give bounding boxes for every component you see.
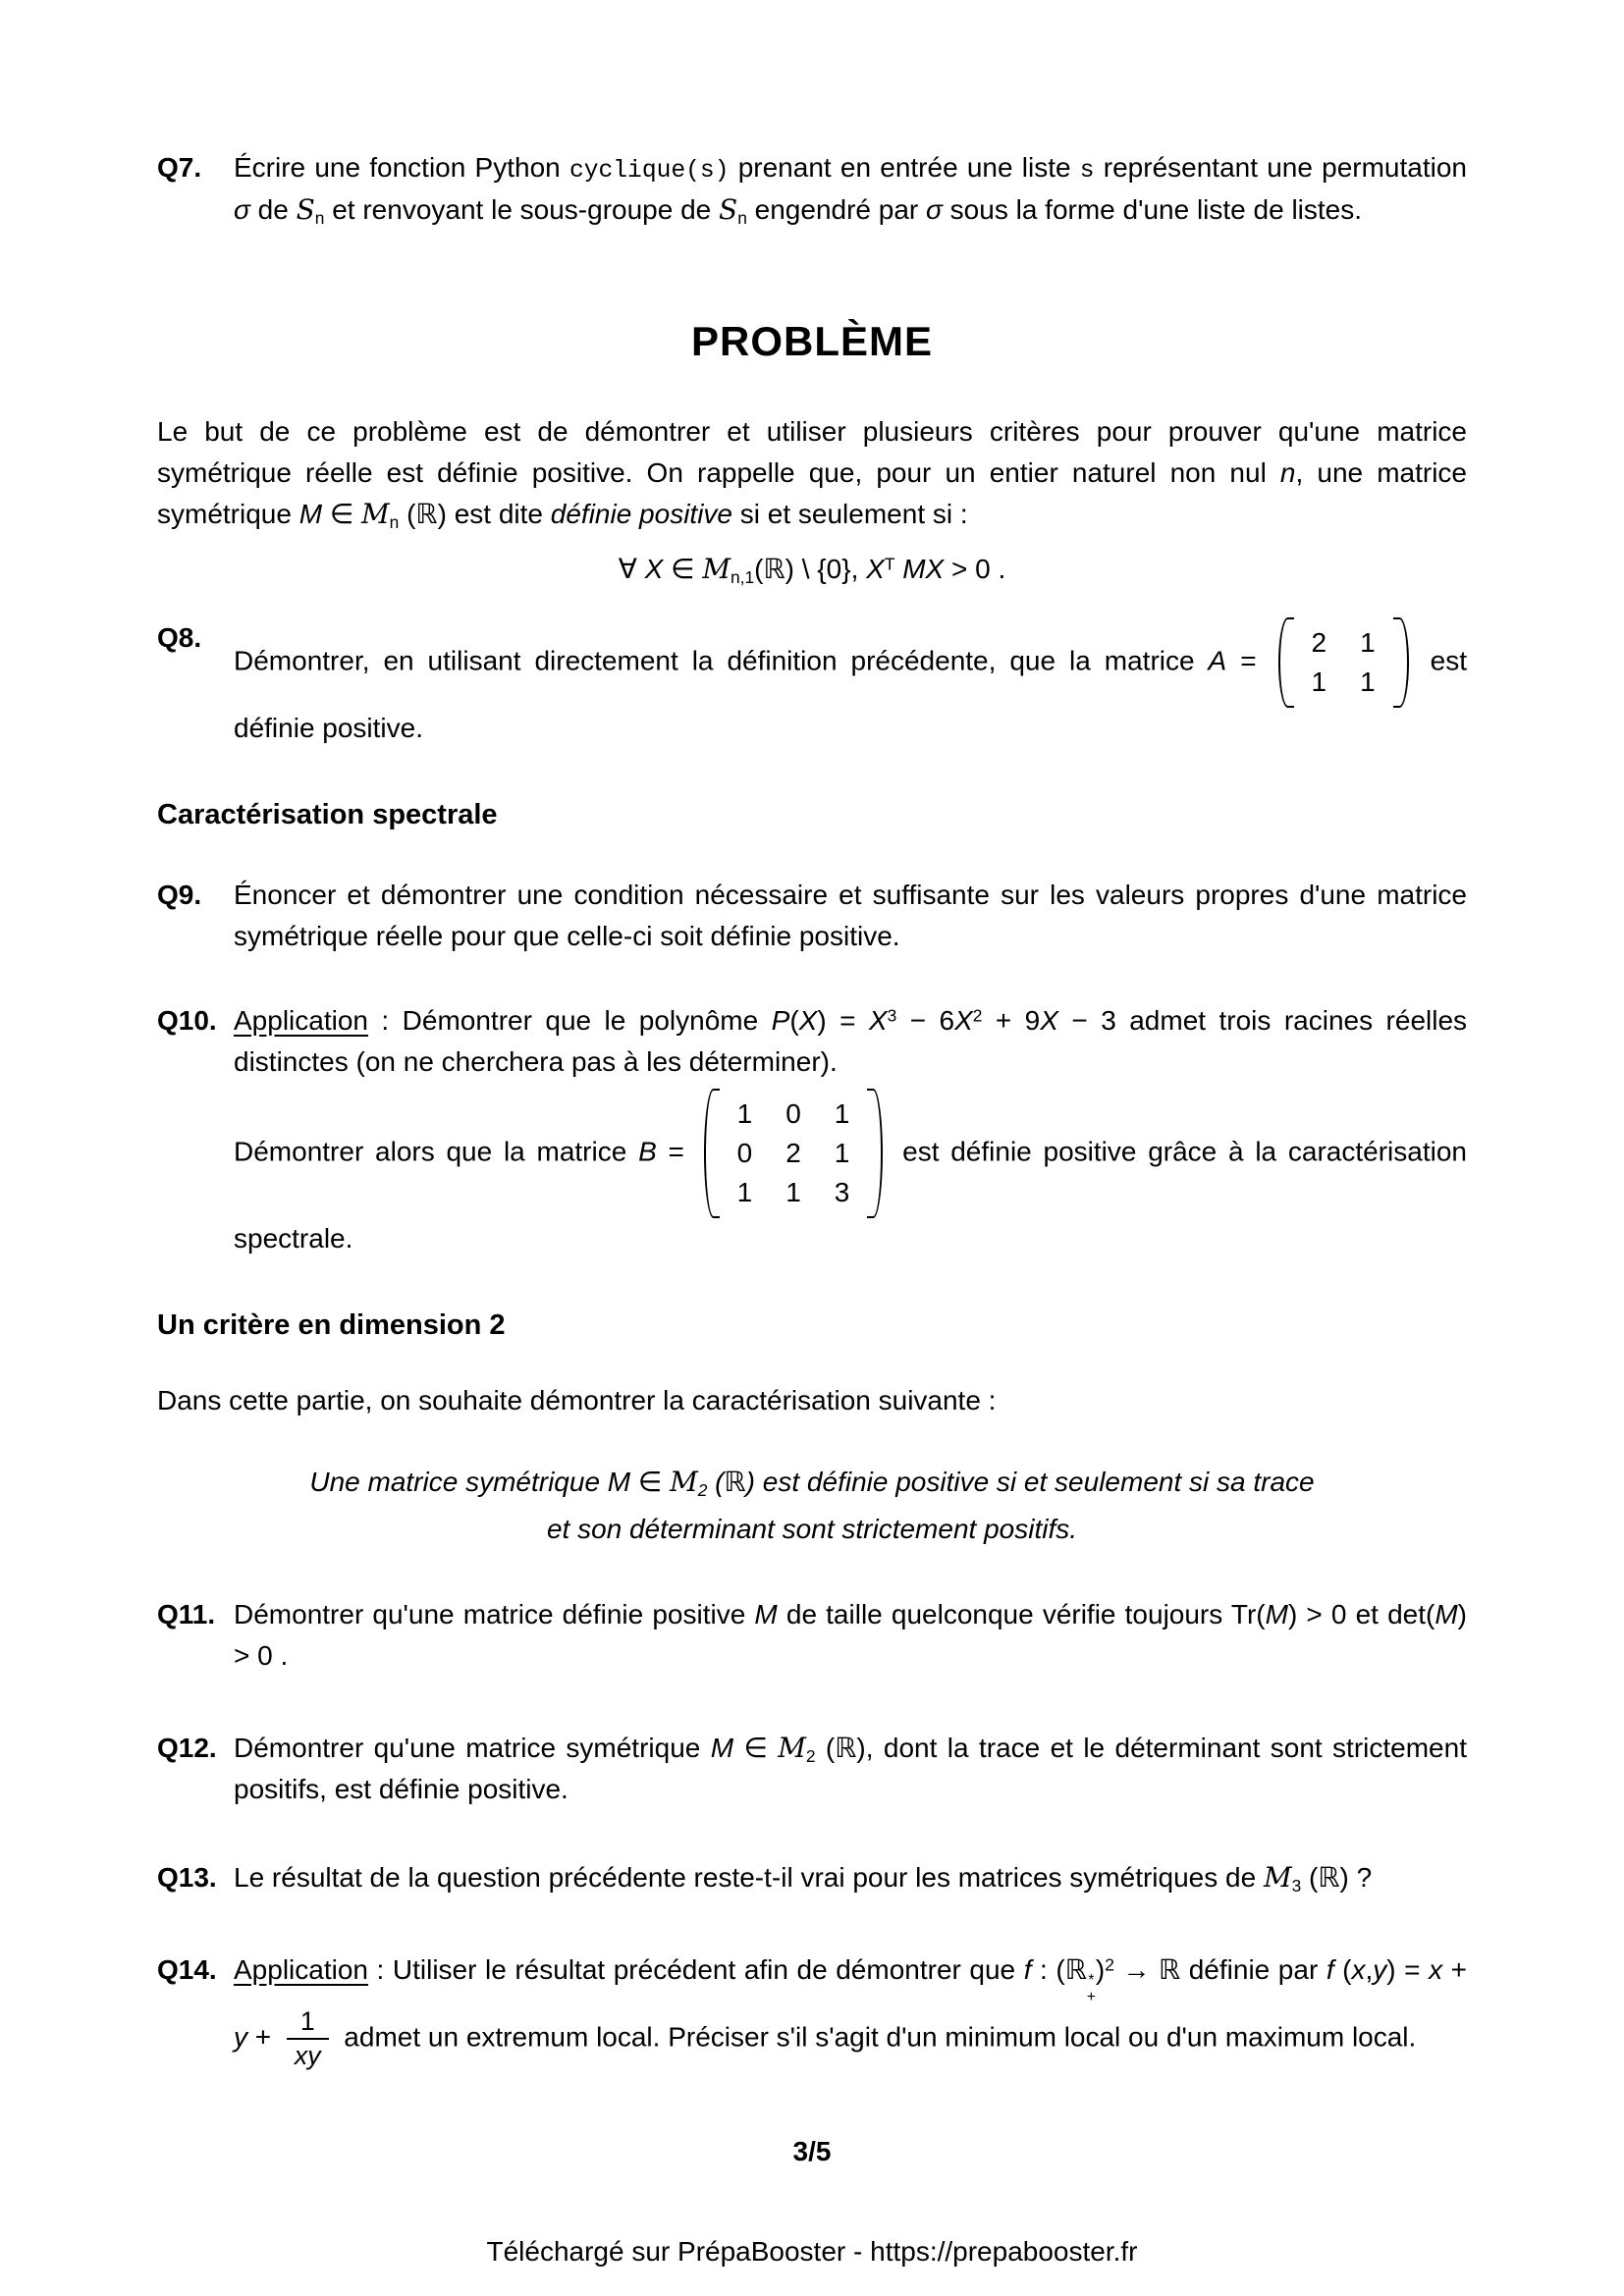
question-text: Énoncer et démontrer une condition nécessaire et suffisante sur les valeurs propres d'une matrice symétrique réelle pour que celle-ci soit définie positive. [234,879,1467,951]
question-label: Q12. [157,1732,217,1763]
problem-title: PROBLÈME [690,317,933,364]
page-number: 3/5 [792,2136,832,2166]
question-q8 [157,617,1467,749]
footer-credit [0,2231,1624,2272]
question-label: Q7. [157,152,202,183]
question-q10 [157,1000,1467,1259]
question-text: Démontrer qu'une matrice symétrique M ∈ $M_2$ (ℝ), dont la trace et le déterminant sont strictement positifs, est définie positive. [234,1731,1467,1804]
question-q10-part1: Application : Démontrer que le polynôme $P(X) = X^3 - 6X^2 + 9X - 3$ admet trois racines réelles distinctes (on ne cherchera pas à les déterminer). [234,1004,1468,1077]
question-q10-part2: Démontrer alors que la matrice B = 1 0 1 0 2 1 1 1 3 est définie positive grâce à la caractérisation spectrale. [234,1089,1467,1259]
question-text: Démontrer qu'une matrice définie positive M de taille quelconque vérifie toujours Tr(M) > 0 et det(M) > 0 . [234,1598,1467,1671]
intro-paragraph: Le but de ce problème est de démontrer et utiliser plusieurs critères pour prouver qu'une matrice symétrique réelle est définie positive. On rappelle que, pour un entier naturel non nul n, une matrice symétrique M ∈ $M_n$ (ℝ) est dite définie positive si et seulement si : [157,416,1467,533]
definition-equation: ∀ X ∈ $M_{n,1}(ℝ)$ \ {0}, $X^T$ MX > 0 . [618,553,1006,588]
question-q14 [157,1949,1467,2073]
section-heading-dim2: Un critère en dimension 2 [157,1308,506,1341]
question-label: Q9. [157,879,202,910]
question-label: Q11. [157,1598,216,1629]
question-q12 [157,1728,1467,1810]
fraction: $\frac{1}{xy}$ [287,2005,329,2072]
question-text [234,1000,1467,1259]
footer-link[interactable]: Téléchargé sur PrépaBooster - https://prepabooster.fr [486,2236,1138,2267]
question-q9 [157,875,1467,957]
question-q13 [157,1857,1467,1898]
question-label: Q10. [157,1004,217,1036]
section-heading-spectral: Caractérisation spectrale [157,799,498,831]
criterion-statement [157,1459,1467,1552]
question-label: Q8. [157,622,202,654]
question-text: Écrire une fonction Python cyclique(s) prenant en entrée une liste s représentant une permutation σ de $S_n$ et renvoyant le sous-groupe de $S_n$ engendré par σ sous la forme d'une liste de listes. [234,152,1468,228]
question-text: Le résultat de la question précédente reste-t-il vrai pour les matrices symétriques de $M_3$ (ℝ) ? [234,1860,1373,1896]
part2-intro: Dans cette partie, on souhaite démontrer la caractérisation suivante : [157,1385,997,1416]
matrix: 1 0 1 0 2 1 1 1 3 [704,1089,884,1218]
question-label: Q14. [157,1953,217,1985]
question-text: Démontrer, en utilisant directement la définition précédente, que la matrice A = 2 1 1 1 est définie positive. [234,617,1467,749]
question-q11 [157,1594,1467,1677]
question-text: Application : Utiliser le résultat précédent afin de démontrer que f : (ℝ * + )$^2$ → ℝ définie par f (x,y) = x + y + $\frac{1}{xy}$ admet un extremum local. Préciser s'il s'agit d'un minimum local ou d'un maximum local. [234,1949,1467,2073]
question-label: Q13. [157,1861,217,1893]
matrix: 2 1 1 1 [1278,617,1409,708]
criterion-line2: et son déterminant sont strictement positifs. [546,1513,1078,1544]
question-q7 [157,147,1467,231]
criterion-line1: Une matrice symétrique M ∈ $M_2$ (ℝ) est définie positive si et seulement si sa trace [309,1466,1315,1501]
